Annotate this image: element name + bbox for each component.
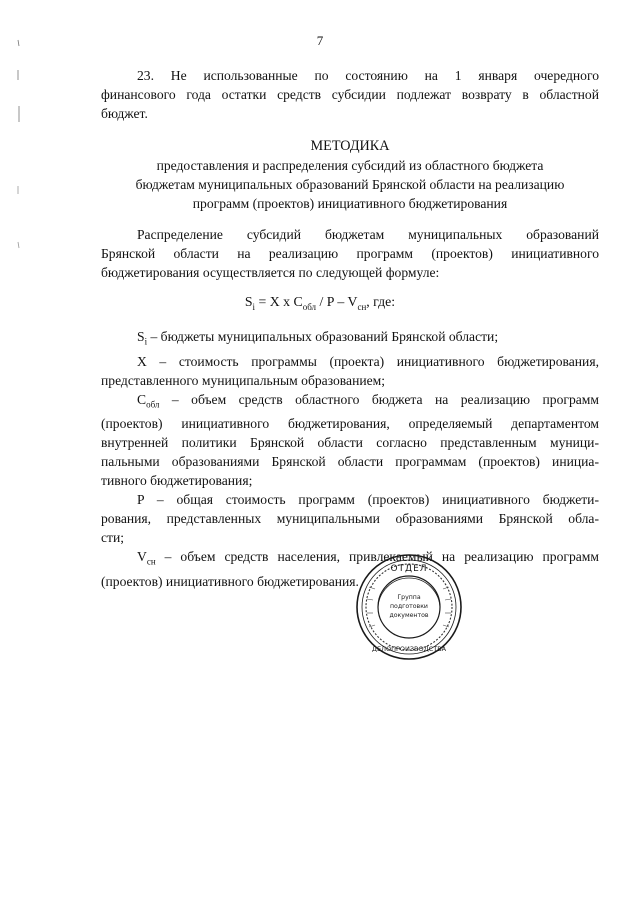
- definition-v-line-2: (проектов) инициативного бюджетирования.: [101, 574, 359, 590]
- binding-marks: [14, 36, 24, 256]
- formula-c-sub: обл: [302, 301, 317, 312]
- formula-s: S: [244, 294, 253, 309]
- definition-s: [101, 327, 599, 352]
- formula-mid-1: = X x C: [255, 294, 303, 309]
- formula-tail: , где:: [366, 294, 396, 309]
- stamp-top-word: ОТДЕЛ: [390, 564, 428, 574]
- methodology-heading: [101, 137, 599, 213]
- stamp-bottom-word: ДЕЛОПРОИЗВОДСТВА: [371, 645, 447, 653]
- definition-s-symbol: S: [137, 329, 145, 344]
- clause-23-line-2: финансового года остатки средств субсидии подлежат возврату в областной: [101, 87, 599, 102]
- definition-v-symbol: V: [137, 549, 147, 565]
- definition-v-line-1: [101, 547, 599, 572]
- definition-x-line-2: представленного муниципальным образованием;: [101, 372, 386, 388]
- stamp-center-line-2: подготовки: [390, 603, 428, 610]
- page-number: 7: [316, 33, 324, 48]
- definition-c-text: – объем средств областного бюджета на реализацию программ: [159, 391, 599, 407]
- definition-c-line-2: (проектов) инициативного бюджетирования, определяемый департаментом: [101, 416, 599, 432]
- heading-line-1: предоставления и распределения субсидий из областного бюджета: [156, 158, 544, 173]
- heading-title: МЕТОДИКА: [310, 138, 390, 154]
- intro-line-3: бюджетирования осуществляется по следующей формуле:: [101, 265, 440, 280]
- clause-23-line-3: бюджет.: [101, 106, 148, 121]
- formula-mid-2: / P – V: [316, 294, 358, 309]
- definition-c-line-4: пальными образованиями Брянской области программам (проектов) инициа-: [101, 454, 599, 470]
- stamp-center-line-1: Группа: [397, 594, 421, 601]
- heading-line-3: программ (проектов) инициативного бюджетирования: [192, 196, 508, 211]
- intro-line-1: Распределение субсидий бюджетам муниципальных образований: [137, 227, 599, 242]
- clause-23-line-1: 23. Не использованные по состоянию на 1 января очередного: [137, 68, 599, 83]
- formula-s-sub: i: [252, 301, 256, 312]
- definition-c-line-3: внутренней политики Брянской области согласно представленным муници-: [101, 435, 599, 451]
- definition-s-text: – бюджеты муниципальных образований Брянской области;: [147, 329, 499, 344]
- definition-c-symbol: C: [137, 391, 147, 407]
- intro-paragraph: [101, 225, 599, 282]
- definition-x-line-1: X – стоимость программы (проекта) инициативного бюджетирования,: [137, 353, 599, 369]
- intro-line-2: Брянской области на реализацию программ (проектов) инициативного: [101, 246, 599, 261]
- definition-v-sub: сн: [146, 557, 156, 568]
- definition-p-line-3: сти;: [101, 530, 125, 546]
- definition-c-sub: обл: [146, 399, 160, 410]
- formula: [0, 294, 640, 312]
- definition-v-text: – объем средств населения, привлекаемый на реализацию программ: [155, 549, 599, 565]
- formula-v-sub: сн: [357, 301, 367, 312]
- heading-line-2: бюджетам муниципальных образований Брянской области на реализацию: [135, 177, 565, 192]
- clause-23: [101, 66, 599, 123]
- definition-s-sub: i: [144, 336, 148, 347]
- definitions: [101, 327, 599, 591]
- definition-p-line-1: P – общая стоимость программ (проектов) инициативного бюджети-: [137, 492, 599, 508]
- definition-c-line-1: [101, 390, 599, 415]
- definition-p-line-2: рования, представленных муниципальными образованиями Брянской обла-: [101, 511, 599, 527]
- definition-c-line-5: тивного бюджетирования;: [101, 473, 253, 489]
- office-stamp: [355, 547, 463, 667]
- stamp-center-line-3: документов: [389, 612, 429, 619]
